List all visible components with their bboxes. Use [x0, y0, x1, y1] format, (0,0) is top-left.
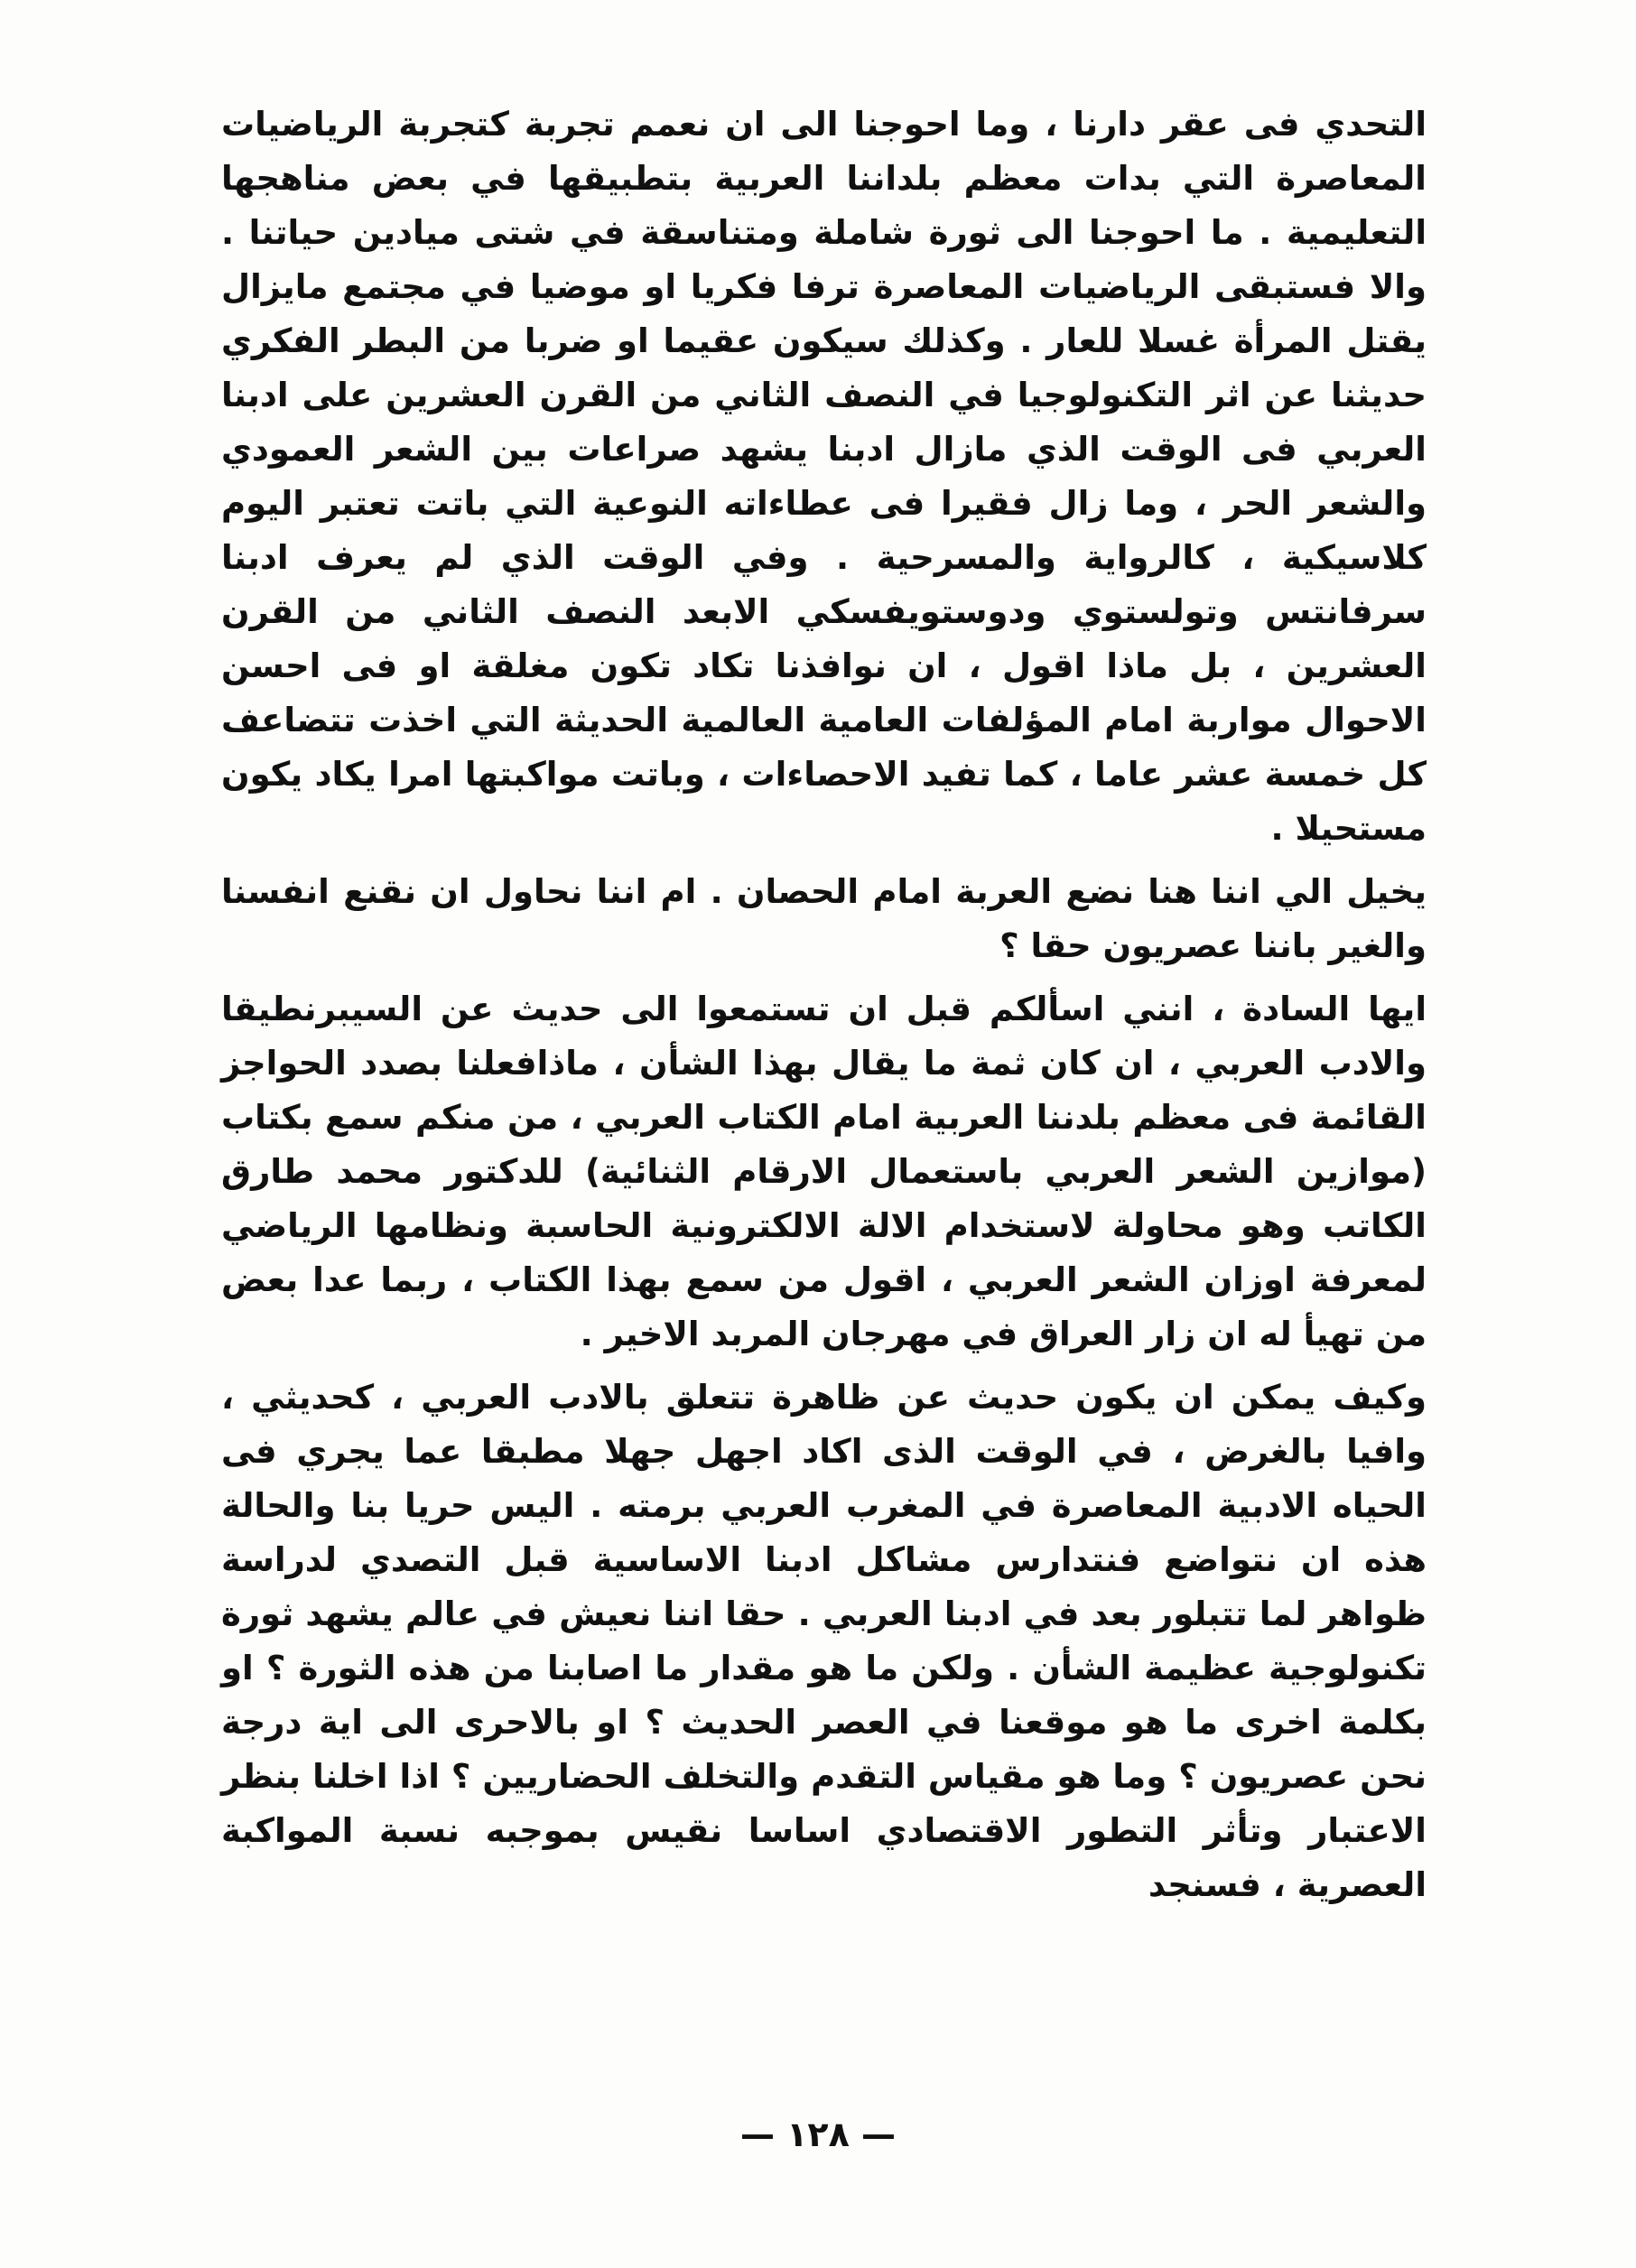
body-text [221, 98, 1427, 1912]
page-number: — ١٢٨ — [739, 2115, 897, 2154]
paragraph-4: وكيف يمكن ان يكون حديث عن ظاهرة تتعلق بالادب العربي ، كحديثي ، وافيا بالغرض ، في الوقت الذى اكاد اجهل جهلا مطبقا عما يجري فى الحياه الادبية المعاصرة في المغرب العربي برمته . اليس حريا بنا والحالة هذه ان نتواضع فنتدارس مشاكل ادبنا الاساسية قبل التصدي لدراسة ظواهر لما تتبلور بعد في ادبنا العربي . حقا اننا نعيش في عالم يشهد ثورة تكنولوجية عظيمة الشأن . ولكن ما هو مقدار ما اصابنا من هذه الثورة ؟ او بكلمة اخرى ما هو موقعنا في العصر الحديث ؟ او بالاحرى الى اية درجة نحن عصريون ؟ وما هو مقياس التقدم والتخلف الحضاريين ؟ اذا اخلنا بنظر الاعتبار وتأثر التطور الاقتصادي اساسا نقيس بموجبه نسبة المواكبة العصرية ، فسنجد [221, 1378, 1427, 1904]
paragraph-1: التحدي فى عقر دارنا ، وما احوجنا الى ان نعمم تجربة كتجربة الرياضيات المعاصرة التي بدات معظم بلداننا العربية بتطبيقها في بعض مناهجها التعليمية . ما احوجنا الى ثورة شاملة ومتناسقة في شتى ميادين حياتنا . والا فستبقى الرياضيات المعاصرة ترفا فكريا او موضيا في مجتمع مايزال يقتل المرأة غسلا للعار . وكذلك سيكون عقيما او ضربا من البطر الفكري حديثنا عن اثر التكنولوجيا في النصف الثاني من القرن العشرين على ادبنا العربي فى الوقت الذي مازال ادبنا يشهد صراعات بين الشعر العمودي والشعر الحر ، وما زال فقيرا فى عطاءاته النوعية التي باتت تعتبر اليوم كلاسيكية ، كالرواية والمسرحية . وفي الوقت الذي لم يعرف ادبنا سرفانتس وتولستوي ودوستويفسكي الابعد النصف الثاني من القرن العشرين ، بل ماذا اقول ، ان نوافذنا تكاد تكون مغلقة او فى احسن الاحوال مواربة امام المؤلفات العامية العالمية الحديثة التي اخذت تتضاعف كل خمسة عشر عاما ، كما تفيد الاحصاءات ، وباتت مواكبتها امرا يكاد يكون مستحيلا . [221, 105, 1427, 848]
paragraph-3: ايها السادة ، انني اسألكم قبل ان تستمعوا الى حديث عن السيبرنطيقا والادب العربي ، ان كان ثمة ما يقال بهذا الشأن ، ماذافعلنا بصدد الحواجز القائمة فى معظم بلدننا العربية امام الكتاب العربي ، من منكم سمع بكتاب (موازين الشعر العربي باستعمال الارقام الثنائية) للدكتور محمد طارق الكاتب وهو محاولة لاستخدام الالة الالكترونية الحاسبة ونظامها الرياضي لمعرفة اوزان الشعر العربي ، اقول من سمع بهذا الكتاب ، ربما عدا بعض من تهيأ له ان زار العراق في مهرجان المربد الاخير . [221, 990, 1427, 1353]
paragraph-2: يخيل الي اننا هنا نضع العربة امام الحصان . ام اننا نحاول ان نقنع انفسنا والغير باننا عصريون حقا ؟ [221, 872, 1427, 965]
